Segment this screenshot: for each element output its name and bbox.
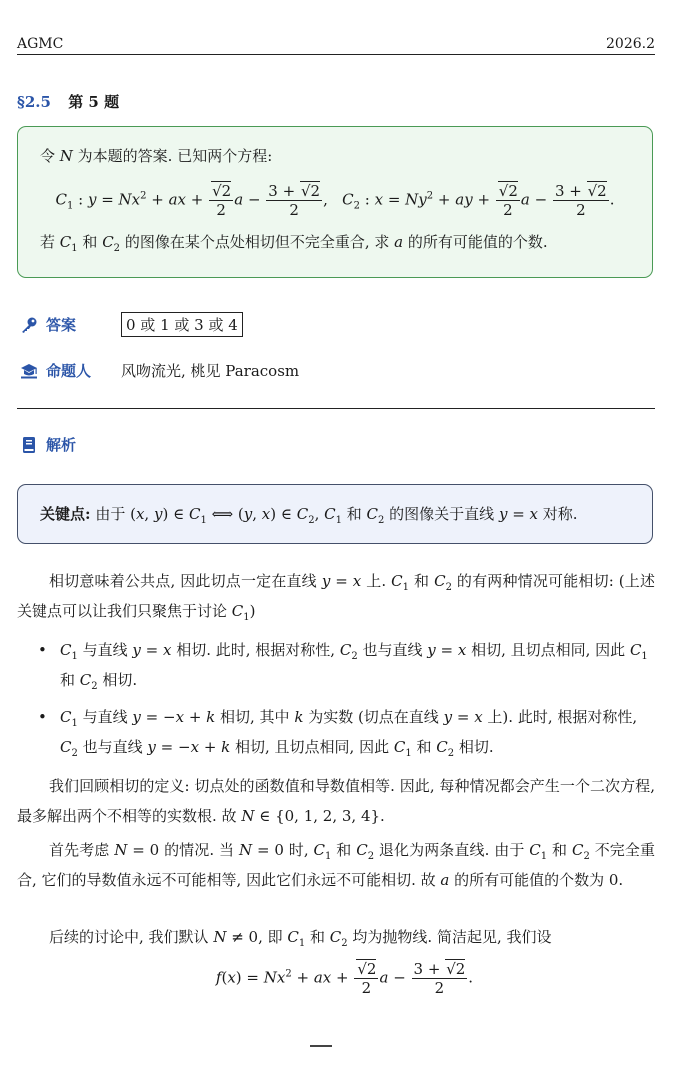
author-row xyxy=(20,360,299,381)
divider xyxy=(17,408,655,409)
paragraph-n-nonzero: 后续的讨论中, 我们默认 N ≠ 0, 即 $C_1$ 和 $C_2$ 均为抛物线. 简洁起见, 我们设 xyxy=(49,928,552,949)
problem-box xyxy=(17,126,653,278)
section-title: 第 5 题 xyxy=(68,93,120,111)
answer-label: 答案 xyxy=(46,316,77,334)
header-right: 2026.2 xyxy=(606,36,655,52)
paragraph-tangent: 相切意味着公共点, 因此切点一定在直线 y = x 上. $C_1$ 和 $C_2$ 的有两种情况可能相切: (上述关键点可以让我们只聚焦于讨论 $C_1$) xyxy=(17,572,655,623)
paragraph-definition: 我们回顾相切的定义: 切点处的函数值和导数值相等. 因此, 每种情况都会产生一个二次方程, 最多解出两个不相等的实数根. 故 N ∈ {0, 1, 2, 3, 4}. xyxy=(17,777,655,825)
key-point-box xyxy=(17,484,653,544)
problem-intro: 令 N 为本题的答案. 已知两个方程: xyxy=(40,147,273,165)
bullet-case-1: • $C_1$ 与直线 y = x 相切. 此时, 根据对称性, $C_2$ 也与直线 y = x 相切, 且切点相同, 因此 $C_1$ 和 $C_2$ 相切. xyxy=(38,641,648,692)
book-icon xyxy=(20,436,38,454)
key-point-text: 由于 (x, y) ∈ $C_1$ ⟺ (y, x) ∈ $C_2$, $C_1$ 和 $C_2$ 的图像关于直线 y = x 对称. xyxy=(95,505,578,526)
key-point-label: 关键点: xyxy=(40,505,91,523)
answer-row xyxy=(20,312,243,337)
author-value: 风吻流光, 桃见 Paracosm xyxy=(121,362,300,380)
answer-value: 0 或 1 或 3 或 4 xyxy=(121,312,243,337)
author-label: 命题人 xyxy=(46,362,92,380)
analysis-heading xyxy=(20,434,76,455)
section-heading xyxy=(17,91,119,112)
problem-equations: $C_1$ : $y = Nx^2$ + ax + $\frac{√2}{2}$ a − $\frac{3 + √2}{2}$ , $C_2$ : $x = Ny^2$ + ay + $\frac{√2}{2}$ a − $\frac{3 + √2}{2}$ . xyxy=(55,182,615,219)
page-footer-mark xyxy=(310,1045,332,1047)
bullet-case-2: • $C_1$ 与直线 y = −x + k 相切, 其中 k 为实数 (切点在直线 y = x 上). 此时, 根据对称性, $C_2$ 也与直线 y = −x + k 相切, 且切点相同, 因此 $C_1$ 和 $C_2$ 相切. xyxy=(38,708,638,759)
graduation-cap-icon xyxy=(20,362,38,380)
section-number: §2.5 xyxy=(17,93,51,111)
key-icon xyxy=(20,316,38,334)
analysis-label: 解析 xyxy=(46,436,77,454)
f-definition-equation: $f(x) = Nx^2$ + ax + $\frac{√2}{2}$ a − $\frac{3 + √2}{2}$ . xyxy=(215,960,474,997)
problem-question: 若 $C_1$ 和 $C_2$ 的图像在某个点处相切但不完全重合, 求 a 的所有可能值的个数. xyxy=(40,233,548,254)
header-left: AGMC xyxy=(17,36,64,52)
paragraph-n-zero: 首先考虑 N = 0 的情况. 当 N = 0 时, $C_1$ 和 $C_2$ 退化为两条直线. 由于 $C_1$ 和 $C_2$ 不完全重合, 它们的导数值永远不可能相等, 因此它们永远不可能相切. 故 a 的所有可能值的个数为 0. xyxy=(17,841,655,889)
page-header xyxy=(17,30,655,55)
